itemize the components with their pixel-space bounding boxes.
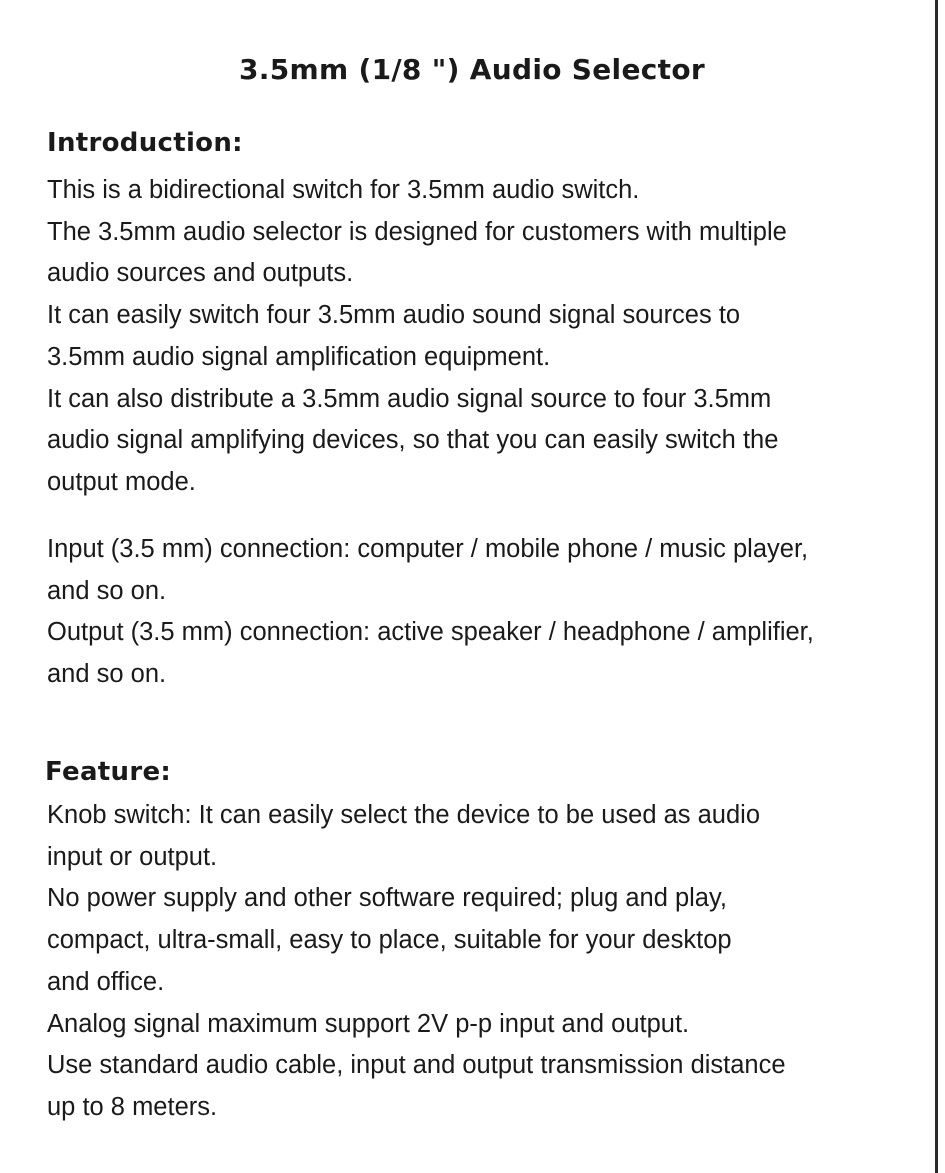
- text-line: audio signal amplifying devices, so that you can easily switch the: [47, 426, 779, 455]
- right-border-rule: [935, 0, 938, 1173]
- introduction-paragraph: [47, 170, 787, 504]
- text-line: Input (3.5 mm) connection: computer / mobile phone / music player,: [47, 535, 809, 563]
- feature-paragraph: [47, 795, 786, 1129]
- text-line: It can also distribute a 3.5mm audio signal source to four 3.5mm: [47, 384, 772, 413]
- text-line: Analog signal maximum support 2V p-p input and output.: [47, 1009, 690, 1038]
- text-line: and so on.: [47, 576, 167, 605]
- text-line: up to 8 meters.: [47, 1092, 218, 1121]
- text-line: No power supply and other software required; plug and play,: [47, 884, 727, 913]
- text-line: and office.: [47, 967, 165, 996]
- text-line: 3.5mm audio signal amplification equipment.: [47, 342, 551, 371]
- text-line: Use standard audio cable, input and output transmission distance: [47, 1051, 786, 1080]
- connections-paragraph: [47, 529, 814, 696]
- introduction-heading: Introduction:: [47, 128, 243, 158]
- text-line: Knob switch: It can easily select the device to be used as audio: [47, 801, 761, 829]
- text-line: audio sources and outputs.: [47, 259, 354, 288]
- text-line: This is a bidirectional switch for 3.5mm audio switch.: [47, 176, 640, 204]
- text-line: Output (3.5 mm) connection: active speaker / headphone / amplifier,: [47, 618, 814, 647]
- text-line: compact, ultra-small, easy to place, suitable for your desktop: [47, 926, 732, 955]
- page-title: 3.5mm (1/8 ") Audio Selector: [239, 53, 705, 86]
- text-line: output mode.: [47, 467, 196, 496]
- text-line: input or output.: [47, 842, 218, 871]
- feature-heading: Feature:: [45, 757, 172, 787]
- text-line: and so on.: [47, 660, 167, 689]
- text-line: It can easily switch four 3.5mm audio sound signal sources to: [47, 301, 741, 330]
- text-line: The 3.5mm audio selector is designed for customers with multiple: [47, 217, 787, 246]
